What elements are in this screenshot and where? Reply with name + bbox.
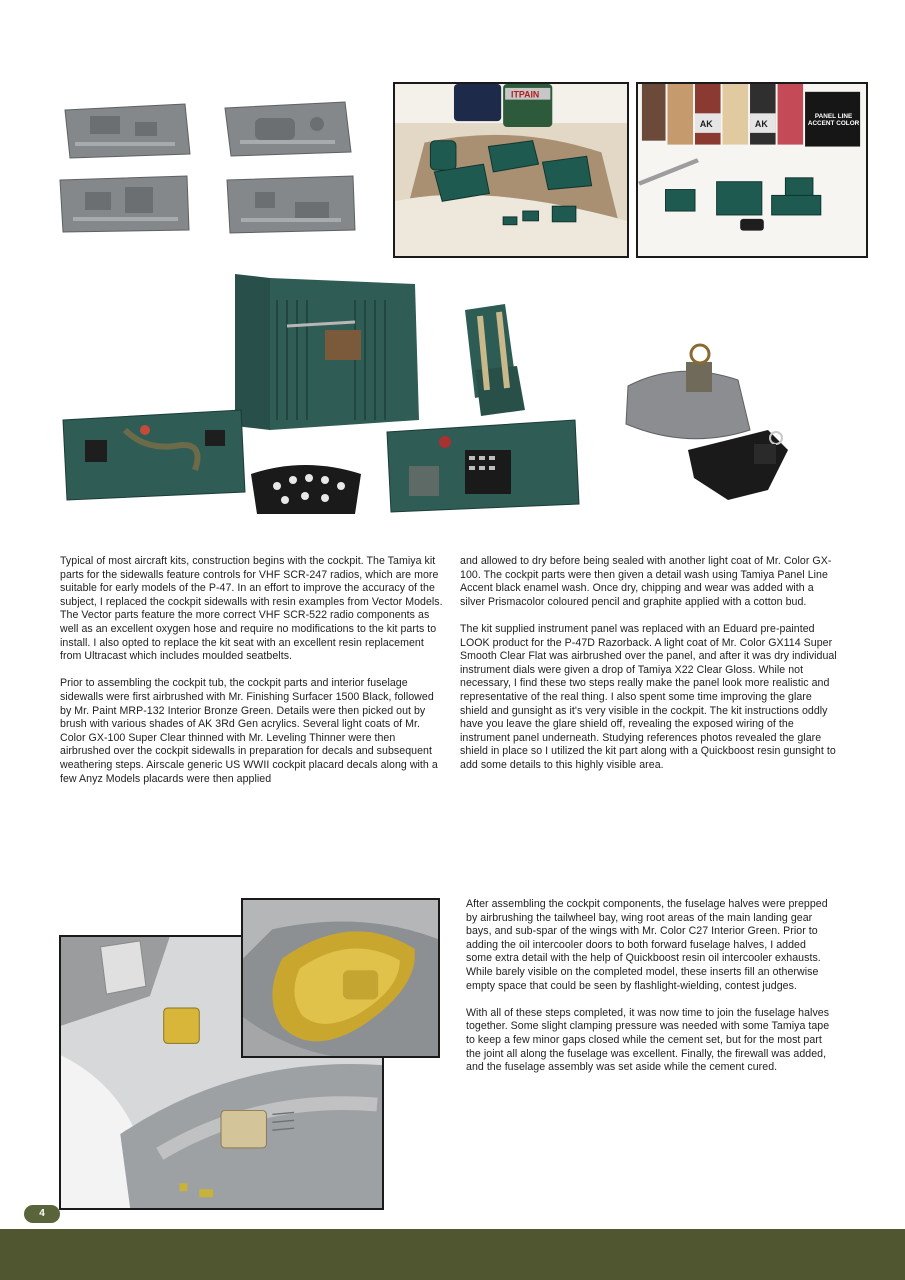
- photo-glare-shield: [618, 340, 808, 518]
- photo-completed-cockpit: [55, 270, 625, 520]
- glare-shield-image: [618, 340, 808, 518]
- col3-paragraph-1: After assembling the cockpit components, the fuselage halves were prepped by airbrushing the tailwheel bay, wing root areas of the main landing gear bays, and sub-spar of the wings with Mr. Color C27 Interior Green. Prior to adding the oil intercooler doors to both forward fuselage halves, I added some extra detail with the help of Quickboost resin oil intercooler exhausts. While barely visible on the completed model, these inserts fill an otherwise empty space that could be seen by flashlight-wielding, contest judges.: [466, 898, 828, 992]
- article-column-1: [60, 555, 444, 800]
- photo-grey-sidewalls: [55, 92, 385, 250]
- photo-intercooler-inset: [241, 898, 440, 1058]
- col2-paragraph-2: The kit supplied instrument panel was replaced with an Eduard pre-painted LOOK product for the P-47D Razorback. A light coat of Mr. Color GX114 Super Smooth Clear Flat was airbrushed over the panel, and after it was dry individual instrument dials were given a drop of Tamiya X22 Clear Gloss. While not necessary, I find these two steps really make the panel look more realistic and representative of the real thing. I also spent some time improving the glare shield and gunsight as it's very visible in the cockpit. The kit instructions oddly have you leave the glare shield off, revealing the exposed wiring of the instrument panel underneath. Studying references photos revealed the glare shield in place so I utilized the kit part along with a Quickboost resin gunsight to add some details to this highly visible area.: [460, 622, 837, 771]
- photo-paints-and-parts: [636, 82, 868, 258]
- grey-sidewalls-image: [55, 92, 385, 250]
- paint-jar-label: ITPAIN: [511, 89, 540, 100]
- article-column-3: [466, 898, 830, 1088]
- primed-parts-image: [395, 84, 627, 256]
- footer-band: [0, 1229, 905, 1280]
- paints-and-parts-image: [638, 84, 866, 256]
- ak-label-1: AK: [699, 119, 713, 129]
- completed-cockpit-image: [55, 270, 625, 520]
- ak-label-2: AK: [754, 119, 768, 129]
- intercooler-inset-image: [243, 900, 438, 1056]
- col1-paragraph-1: Typical of most aircraft kits, construction begins with the cockpit. The Tamiya kit parts for the sidewalls feature controls for VHF SCR-247 radios, which are more suitable for early models of the P-47. In an effort to improve the accuracy of the subject, I replaced the cockpit sidewalls with resin examples from Vector Models. The Vector parts feature the more correct VHF SCR-522 radio components as well as an excellent oxygen hose and require no modifications to the kit parts to install. I also opted to replace the kit seat with an excellent resin replacement from Ultracast which includes moulded seatbelts.: [60, 555, 443, 663]
- col1-paragraph-2: Prior to assembling the cockpit tub, the cockpit parts and interior fuselage sidewalls were first airbrushed with Mr. Finishing Surfacer 1500 Black, followed by Mr. Paint MRP-132 Interior Bronze Green. Details were then picked out by brush with various shades of AK 3Rd Gen acrylics. Several light coats of Mr. Color GX-100 Super Clear thinned with Mr. Leveling Thinner were then airbrushed over the cockpit sidewalls in preparation for decals and subsequent weathering steps. Airscale generic US WWII cockpit placard decals along with a few Anyz Models placards were then applied: [60, 677, 438, 785]
- photo-primed-parts: [393, 82, 629, 258]
- page-number-badge: 4: [24, 1205, 60, 1223]
- tamiya-panel-line-label: PANEL LINE ACCENT COLOR: [807, 113, 860, 127]
- col3-paragraph-2: With all of these steps completed, it was now time to join the fuselage halves together. Some slight clamping pressure was needed with some Tamiya tape to keep a few minor gaps closed while the cement set, but for the most part the joint all along the fuselage was excellent. Finally, the firewall was added, and the fuselage assembly was set aside while the cement cured.: [466, 1006, 830, 1074]
- article-column-2: [460, 555, 840, 786]
- col2-paragraph-1: and allowed to dry before being sealed with another light coat of Mr. Color GX-100. The cockpit parts were then given a detail wash using Tamiya Panel Line Accent black enamel wash. Once dry, chipping and wear was added with a silver Prismacolor coloured pencil and graphite applied with a cotton bud.: [460, 555, 832, 608]
